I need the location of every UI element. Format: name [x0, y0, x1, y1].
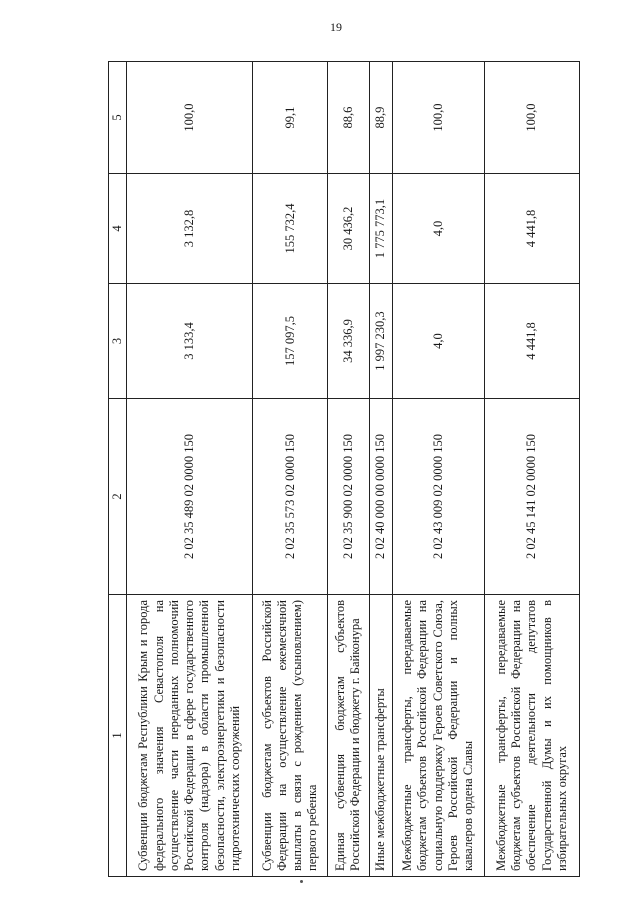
row-name: Субвенции бюджетам субъектов Российской Федерации на осуществление ежемесячной выплаты в связи с рождением (усыновлением) первого ребенка [253, 595, 328, 877]
row-value-col4: 155 732,4 [253, 174, 328, 284]
row-value-col5: 100,0 [485, 62, 580, 174]
row-code: 2 02 43 009 02 0000 150 [392, 399, 485, 595]
row-value-col3: 1 997 230,3 [369, 284, 392, 399]
table-row [253, 62, 328, 877]
row-value-col5: 88,6 [327, 62, 369, 174]
table-row [327, 62, 369, 877]
row-value-col4: 1 775 773,1 [369, 174, 392, 284]
budget-table [108, 61, 580, 877]
row-value-col3: 34 336,9 [327, 284, 369, 399]
row-value-col3: 4 441,8 [485, 284, 580, 399]
row-value-col4: 4 441,8 [485, 174, 580, 284]
table-row [485, 62, 580, 877]
row-value-col4: 30 436,2 [327, 174, 369, 284]
row-value-col5: 88,9 [369, 62, 392, 174]
row-value-col5: 99,1 [253, 62, 328, 174]
table-row [127, 62, 253, 877]
row-value-col3: 4,0 [392, 284, 485, 399]
row-code: 2 02 35 573 02 0000 150 [253, 399, 328, 595]
row-value-col3: 157 097,5 [253, 284, 328, 399]
row-code: 2 02 35 489 02 0000 150 [127, 399, 253, 595]
row-value-col5: 100,0 [127, 62, 253, 174]
row-value-col3: 3 133,4 [127, 284, 253, 399]
scan-speck [300, 880, 303, 883]
table-row [392, 62, 485, 877]
row-code: 2 02 35 900 02 0000 150 [327, 399, 369, 595]
row-name: Межбюджетные трансферты, передаваемые бюджетам субъектов Российской Федерации на социальную поддержку Героев Советского Союза, Героев Российской Федерации и полных кавалеров ордена Славы [392, 595, 485, 877]
row-name: Межбюджетные трансферты, передаваемые бюджетам субъектов Российской Федерации на обеспечение деятельности депутатов Государственной Думы и их помощников в избирательных округах [485, 595, 580, 877]
row-value-col5: 100,0 [392, 62, 485, 174]
row-name: Субвенции бюджетам Республики Крым и города федерального значения Севастополя на осуществление части переданных полномочий Российской Федерации в сфере государственного контроля (надзора) в области промышленной безопасности, электроэнергетики и безопасности гидротехнических сооружений [127, 595, 253, 877]
row-code: 2 02 40 000 00 0000 150 [369, 399, 392, 595]
table-rotated-layer [108, 62, 580, 877]
row-value-col4: 3 132,8 [127, 174, 253, 284]
column-header: 4 [109, 174, 127, 284]
rotated-table-container [108, 62, 580, 877]
row-name: Иные межбюджетные трансферты [369, 595, 392, 877]
column-header: 1 [109, 595, 127, 877]
column-header: 3 [109, 284, 127, 399]
column-header: 2 [109, 399, 127, 595]
table-header-row [109, 62, 127, 877]
row-code: 2 02 45 141 02 0000 150 [485, 399, 580, 595]
column-header: 5 [109, 62, 127, 174]
page-number: 19 [330, 20, 342, 34]
row-name: Единая субвенция бюджетам субъектов Российской Федерации и бюджету г. Байконура [327, 595, 369, 877]
row-value-col4: 4,0 [392, 174, 485, 284]
table-row [369, 62, 392, 877]
